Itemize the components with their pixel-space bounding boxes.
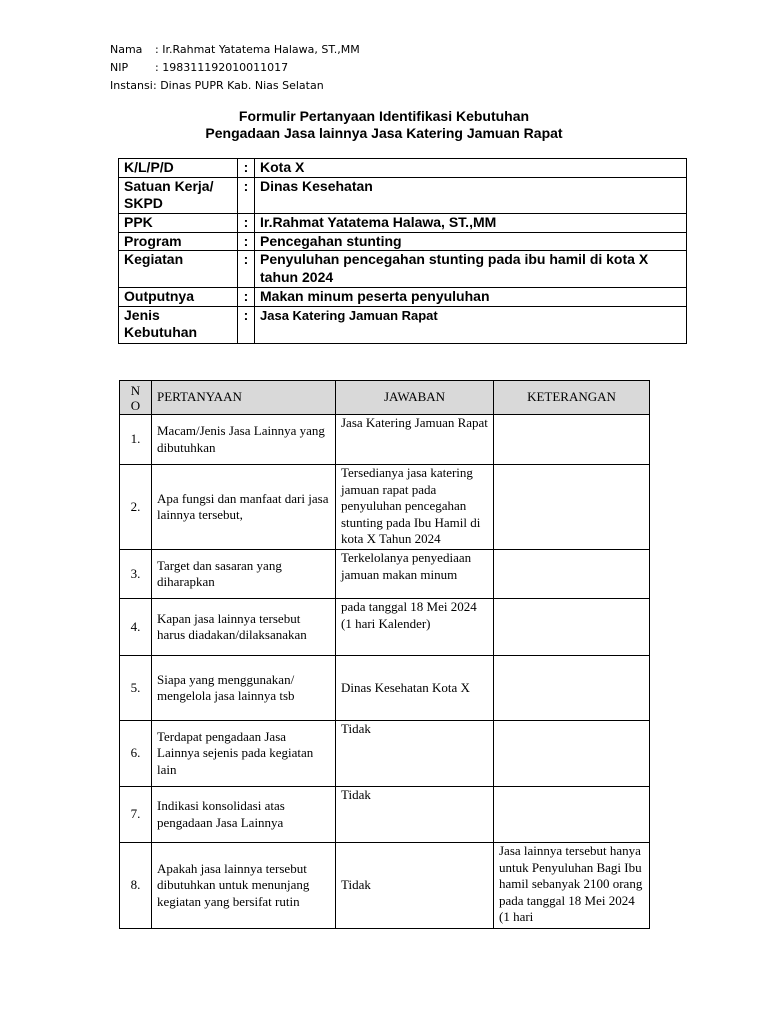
table-row xyxy=(120,550,650,599)
info-row xyxy=(119,213,687,232)
info-label: Jenis Kebutuhan xyxy=(119,306,238,343)
nip-value: : 198311192010011017 xyxy=(155,61,289,74)
row-number: 7. xyxy=(120,787,152,843)
info-colon: : xyxy=(238,232,255,251)
instansi-label: Instansi xyxy=(110,79,153,92)
info-value: Penyuluhan pencegahan stunting pada ibu hamil di kota X tahun 2024 xyxy=(255,251,687,288)
row-jawaban: Jasa Katering Jamuan Rapat xyxy=(336,415,494,465)
info-colon: : xyxy=(238,288,255,307)
row-number: 2. xyxy=(120,465,152,550)
info-value: Pencegahan stunting xyxy=(255,232,687,251)
row-keterangan xyxy=(494,599,650,656)
info-row xyxy=(119,288,687,307)
table-row xyxy=(120,465,650,550)
row-pertanyaan: Indikasi konsolidasi atas pengadaan Jasa Lainnya xyxy=(152,787,336,843)
row-number: 5. xyxy=(120,656,152,721)
info-label: Outputnya xyxy=(119,288,238,307)
row-jawaban: Tidak xyxy=(336,787,494,843)
row-jawaban: Terkelolanya penyediaan jamuan makan minum xyxy=(336,550,494,599)
header-jawaban: JAWABAN xyxy=(336,381,494,415)
row-jawaban: Tersedianya jasa katering jamuan rapat pada penyuluhan pencegahan stunting pada Ibu Hamil di kota X Tahun 2024 xyxy=(336,465,494,550)
row-pertanyaan: Terdapat pengadaan Jasa Lainnya sejenis pada kegiatan lain xyxy=(152,721,336,787)
info-colon: : xyxy=(238,177,255,213)
info-label: K/L/P/D xyxy=(119,159,238,178)
row-jawaban: pada tanggal 18 Mei 2024 (1 hari Kalender) xyxy=(336,599,494,656)
row-keterangan xyxy=(494,721,650,787)
row-pertanyaan: Kapan jasa lainnya tersebut harus diadakan/dilaksanakan xyxy=(152,599,336,656)
row-jawaban: Dinas Kesehatan Kota X xyxy=(336,656,494,721)
info-colon: : xyxy=(238,251,255,288)
nama-value: : Ir.Rahmat Yatatema Halawa, ST.,MM xyxy=(155,43,360,56)
header-pertanyaan: PERTANYAAN xyxy=(152,381,336,415)
row-number: 8. xyxy=(120,843,152,929)
row-keterangan: Jasa lainnya tersebut hanya untuk Penyuluhan Bagi Ibu hamil sebanyak 2100 orang pada tanggal 18 Mei 2024 (1 hari xyxy=(494,843,650,929)
nama-label: Nama xyxy=(110,43,143,56)
info-value: Ir.Rahmat Yatatema Halawa, ST.,MM xyxy=(255,213,687,232)
row-number: 6. xyxy=(120,721,152,787)
table-row xyxy=(120,415,650,465)
info-row xyxy=(119,251,687,288)
table-row xyxy=(120,656,650,721)
row-jawaban: Tidak xyxy=(336,721,494,787)
row-pertanyaan: Macam/Jenis Jasa Lainnya yang dibutuhkan xyxy=(152,415,336,465)
row-pertanyaan: Apakah jasa lainnya tersebut dibutuhkan untuk menunjang kegiatan yang bersifat rutin xyxy=(152,843,336,929)
row-keterangan xyxy=(494,465,650,550)
table-row xyxy=(120,787,650,843)
info-colon: : xyxy=(238,213,255,232)
info-label: PPK xyxy=(119,213,238,232)
row-number: 1. xyxy=(120,415,152,465)
row-number: 3. xyxy=(120,550,152,599)
table-row xyxy=(120,599,650,656)
info-row xyxy=(119,306,687,343)
row-keterangan xyxy=(494,550,650,599)
row-pertanyaan: Target dan sasaran yang diharapkan xyxy=(152,550,336,599)
nip-label: NIP xyxy=(110,61,129,74)
row-jawaban: Tidak xyxy=(336,843,494,929)
table-row xyxy=(120,721,650,787)
info-value: Jasa Katering Jamuan Rapat xyxy=(255,306,687,343)
info-row xyxy=(119,177,687,213)
info-colon: : xyxy=(238,159,255,178)
row-number: 4. xyxy=(120,599,152,656)
row-keterangan xyxy=(494,415,650,465)
info-row xyxy=(119,232,687,251)
row-keterangan xyxy=(494,787,650,843)
table-row xyxy=(120,843,650,929)
info-label: Kegiatan xyxy=(119,251,238,288)
info-value: Kota X xyxy=(255,159,687,178)
info-value: Dinas Kesehatan xyxy=(255,177,687,213)
question-table xyxy=(119,380,650,929)
row-pertanyaan: Siapa yang menggunakan/ mengelola jasa lainnya tsb xyxy=(152,656,336,721)
info-colon: : xyxy=(238,306,255,343)
info-row xyxy=(119,159,687,178)
info-table xyxy=(118,158,687,344)
info-label: Program xyxy=(119,232,238,251)
form-subtitle: Pengadaan Jasa lainnya Jasa Katering Jamuan Rapat xyxy=(205,125,563,141)
form-title: Formulir Pertanyaan Identifikasi Kebutuhan xyxy=(238,108,530,124)
row-keterangan xyxy=(494,656,650,721)
info-label: Satuan Kerja/ SKPD xyxy=(119,177,238,213)
instansi-value: : Dinas PUPR Kab. Nias Selatan xyxy=(153,79,324,92)
question-header-row xyxy=(120,381,650,415)
header-no: N O xyxy=(120,381,152,415)
row-pertanyaan: Apa fungsi dan manfaat dari jasa lainnya tersebut, xyxy=(152,465,336,550)
info-value: Makan minum peserta penyuluhan xyxy=(255,288,687,307)
header-keterangan: KETERANGAN xyxy=(494,381,650,415)
